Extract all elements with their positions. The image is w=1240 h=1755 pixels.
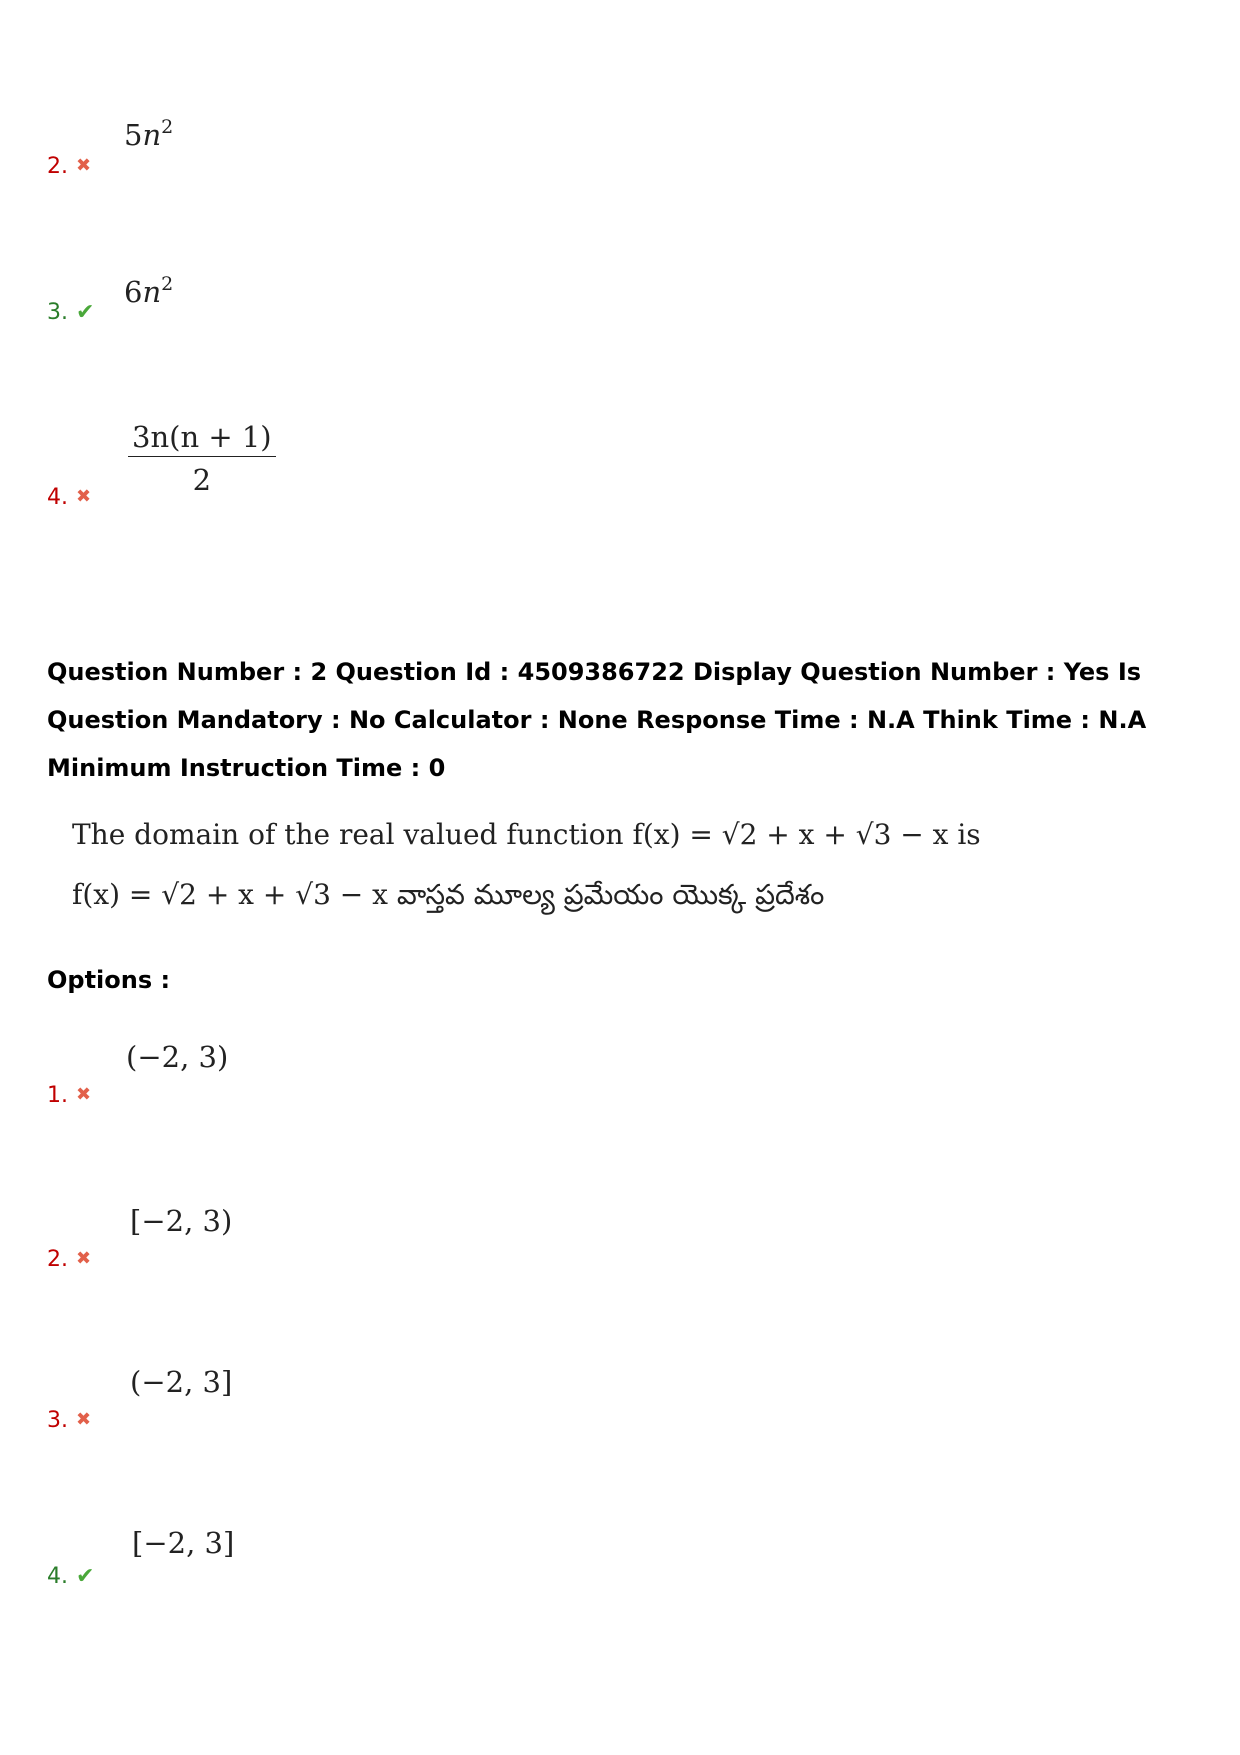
prev-option-2-math: $5n^2$ [124,116,174,152]
cross-icon: ✖ [76,486,92,507]
prev-option-3-math: $6n^2$ [124,273,174,309]
option-1-value: (−2, 3) [126,1040,229,1074]
cross-icon: ✖ [76,1084,92,1105]
option-4-number: 4. ✔ [47,1564,95,1589]
fraction-denominator: 2 [192,463,212,497]
prev-option-2-number: 2. ✖ [47,154,92,179]
option-4-value: [−2, 3] [132,1526,235,1560]
question-stem-english: The domain of the real valued function f(x) = √2 + x + √3 − x is [72,818,981,851]
options-label: Options : [47,966,171,994]
question-meta: Question Number : 2 Question Id : 4509386722 Display Question Number : Yes Is Question Mandatory : No Calculator : None Response Time : N.A Think Time : N.A Minimum Instruction Time : 0 [47,658,1147,782]
fraction-numerator: 3n(n + 1) [128,420,276,457]
prev-option-4-number: 4. ✖ [47,485,92,510]
option-1-number: 1. ✖ [47,1083,92,1108]
prev-option-4-fraction [128,420,276,497]
option-3-number: 3. ✖ [47,1408,92,1433]
cross-icon: ✖ [76,1409,92,1430]
option-3-value: (−2, 3] [130,1365,233,1399]
cross-icon: ✖ [76,155,92,176]
prev-option-3-number: 3. ✔ [47,300,95,325]
cross-icon: ✖ [76,1248,92,1269]
option-2-number: 2. ✖ [47,1247,92,1272]
check-icon: ✔ [76,1564,95,1589]
question-stem-telugu: f(x) = √2 + x + √3 − x వాస్తవ మూల్య ప్రమేయం యొక్క ప్రదేశం [72,878,825,911]
option-2-value: [−2, 3) [130,1204,233,1238]
check-icon: ✔ [76,300,95,325]
